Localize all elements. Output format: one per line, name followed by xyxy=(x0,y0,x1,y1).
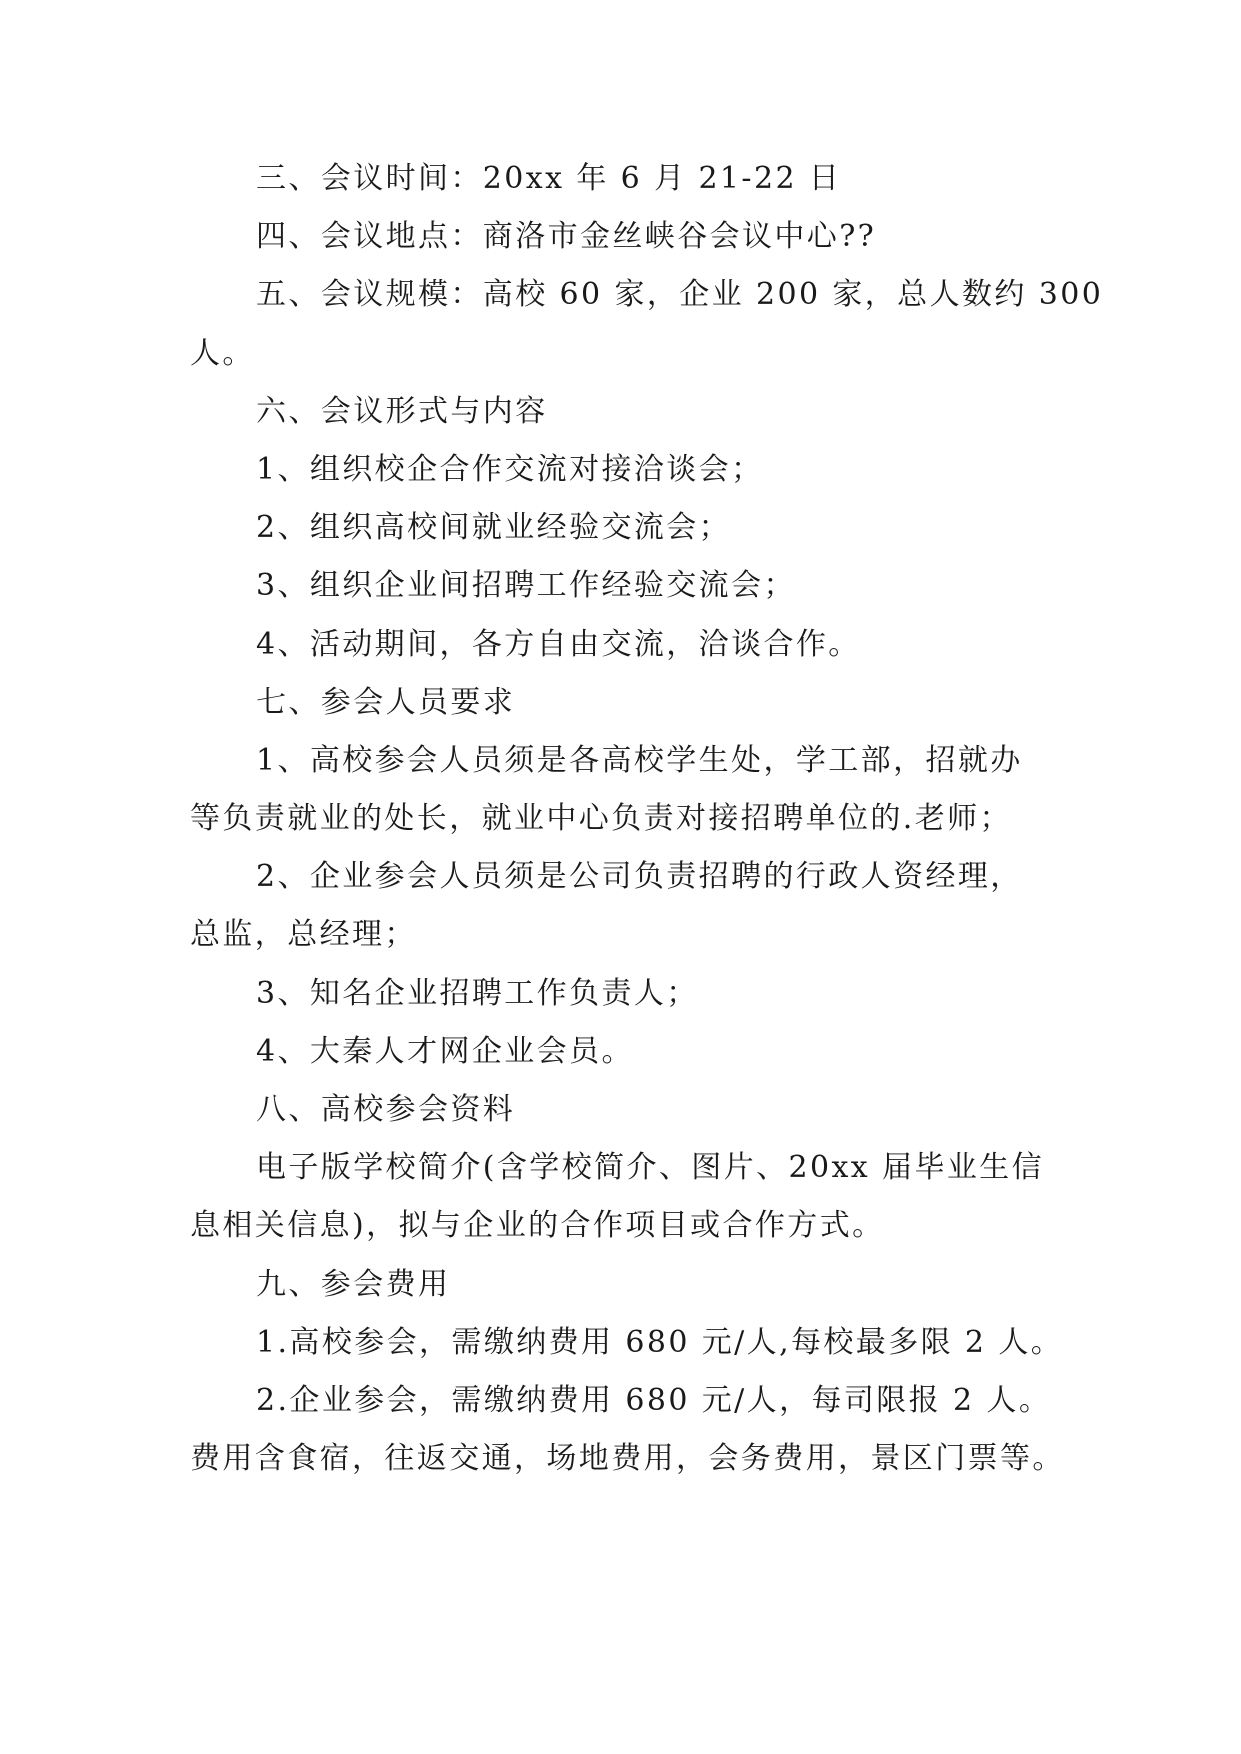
section-heading-format: 六、会议形式与内容 xyxy=(256,393,548,429)
fee-item-1: 1.高校参会，需缴纳费用 680 元/人,每校最多限 2 人。 xyxy=(256,1324,1064,1360)
meeting-time-line: 三、会议时间：20xx 年 6 月 21-22 日 xyxy=(256,161,842,196)
requirement-item-2: 2、企业参会人员须是公司负责招聘的行政人资经理， xyxy=(256,859,1023,895)
meeting-location-line: 四、会议地点：商洛市金丝峡谷会议中心?? xyxy=(256,219,877,255)
fee-item-2: 2.企业参会，需缴纳费用 680 元/人，每司限报 2 人。 xyxy=(256,1382,1052,1418)
requirement-item-1-cont: 等负责就业的处长，就业中心负责对接招聘单位的.老师； xyxy=(190,801,1012,837)
document-body xyxy=(190,150,1104,1488)
format-item-1: 1、组织校企合作交流对接洽谈会； xyxy=(256,451,764,487)
section-heading-fees: 九、参会费用 xyxy=(256,1266,451,1302)
requirement-item-4: 4、大秦人才网企业会员。 xyxy=(256,1033,634,1069)
section-heading-materials: 八、高校参会资料 xyxy=(256,1092,516,1127)
format-item-2: 2、组织高校间就业经验交流会； xyxy=(256,510,732,546)
format-item-4: 4、活动期间，各方自由交流，洽谈合作。 xyxy=(256,626,861,662)
requirement-item-2-cont: 总监，总经理； xyxy=(190,917,417,953)
requirement-item-1: 1、高校参会人员须是各高校学生处，学工部，招就办 xyxy=(256,742,1023,778)
materials-text-cont: 息相关信息)，拟与企业的合作项目或合作方式。 xyxy=(190,1208,885,1244)
materials-text: 电子版学校简介(含学校简介、图片、20xx 届毕业生信 xyxy=(256,1150,1045,1186)
meeting-scale-line-cont: 人。 xyxy=(190,335,255,371)
fee-item-2-cont: 费用含食宿，往返交通，场地费用，会务费用，景区门票等。 xyxy=(190,1441,1065,1477)
meeting-scale-line: 五、会议规模：高校 60 家，企业 200 家，总人数约 300 xyxy=(256,277,1104,313)
section-heading-attendee-requirements: 七、参会人员要求 xyxy=(256,684,516,720)
requirement-item-3: 3、知名企业招聘工作负责人； xyxy=(256,975,699,1011)
format-item-3: 3、组织企业间招聘工作经验交流会； xyxy=(256,568,796,604)
